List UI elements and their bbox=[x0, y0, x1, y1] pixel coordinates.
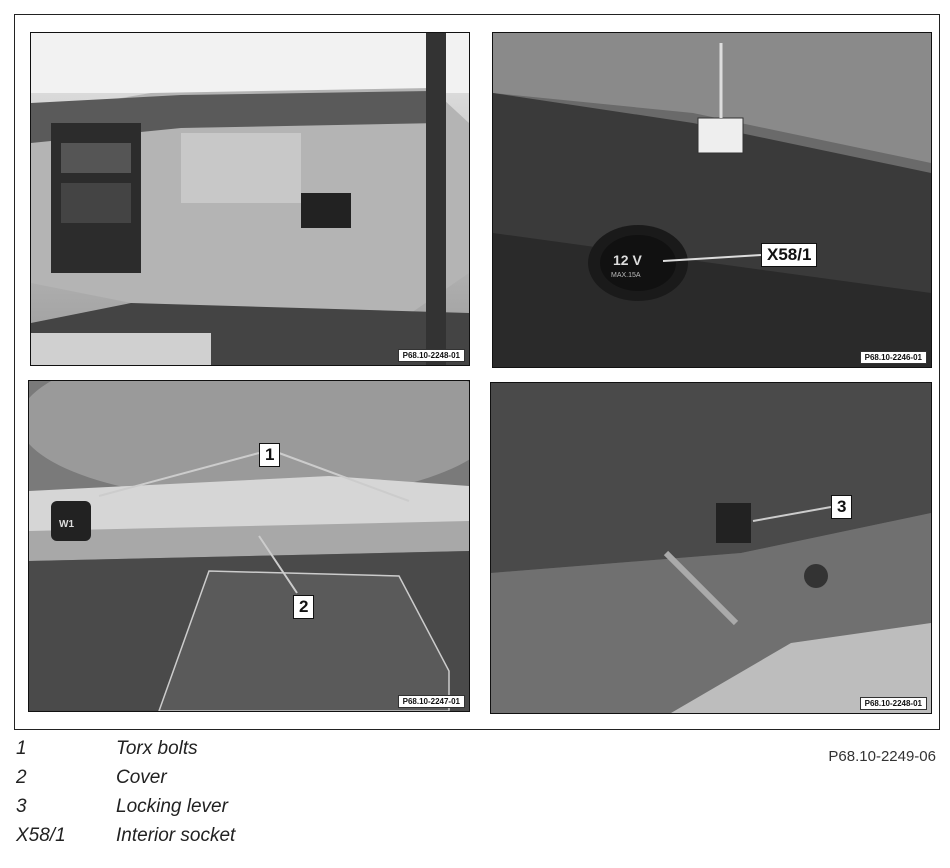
dashboard-image bbox=[31, 33, 469, 365]
panel-code: P68.10-2248-01 bbox=[860, 697, 927, 710]
legend-row bbox=[16, 767, 235, 796]
photo-dashboard bbox=[30, 32, 470, 366]
legend-num: 3 bbox=[16, 796, 27, 817]
legend-num: X58/1 bbox=[16, 825, 66, 846]
legend-num: 2 bbox=[16, 767, 27, 788]
socket-image bbox=[493, 33, 931, 367]
panel-code: P68.10-2248-01 bbox=[398, 349, 465, 362]
photo-cover bbox=[28, 380, 470, 712]
callout-3: 3 bbox=[831, 495, 852, 519]
legend-text: Cover bbox=[116, 767, 167, 788]
legend-num: 1 bbox=[16, 738, 27, 759]
legend bbox=[16, 738, 235, 854]
panel-code: P68.10-2247-01 bbox=[398, 695, 465, 708]
cover-image bbox=[29, 381, 469, 711]
callout-2: 2 bbox=[293, 595, 314, 619]
legend-text: Interior socket bbox=[116, 825, 236, 846]
legend-row bbox=[16, 738, 235, 767]
photo-socket bbox=[492, 32, 932, 368]
switch-text: W1 bbox=[59, 519, 74, 530]
socket-text-12v: 12 V bbox=[613, 252, 642, 268]
photo-locking-lever bbox=[490, 382, 932, 714]
legend-row bbox=[16, 796, 235, 825]
locking-lever-image bbox=[491, 383, 931, 713]
panel-code: P68.10-2246-01 bbox=[860, 351, 927, 364]
legend-row bbox=[16, 825, 235, 854]
legend-text: Torx bolts bbox=[116, 738, 198, 759]
socket-text-max: MAX.15A bbox=[611, 272, 641, 279]
callout-x58-1: X58/1 bbox=[761, 243, 817, 267]
legend-text: Locking lever bbox=[116, 796, 228, 817]
callout-1: 1 bbox=[259, 443, 280, 467]
figure-code: P68.10-2249-06 bbox=[828, 748, 936, 765]
